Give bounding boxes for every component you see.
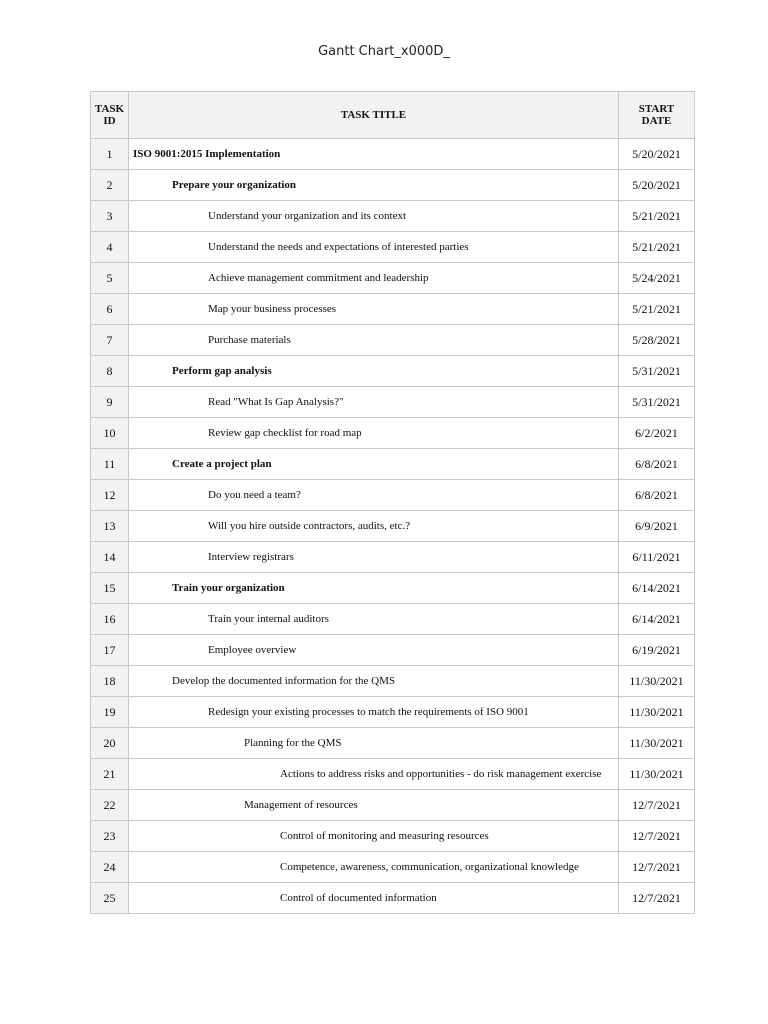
task-title-cell: Understand your organization and its context — [129, 201, 619, 232]
start-date-cell: 5/28/2021 — [619, 325, 695, 356]
task-id-cell: 18 — [91, 666, 129, 697]
table-row — [91, 604, 695, 635]
task-title-cell: Interview registrars — [129, 542, 619, 573]
start-date-cell: 5/24/2021 — [619, 263, 695, 294]
task-id-cell: 1 — [91, 139, 129, 170]
task-id-cell: 17 — [91, 635, 129, 666]
start-date-cell: 5/21/2021 — [619, 201, 695, 232]
table-row — [91, 666, 695, 697]
start-date-cell: 6/9/2021 — [619, 511, 695, 542]
task-id-cell: 21 — [91, 759, 129, 790]
task-id-cell: 14 — [91, 542, 129, 573]
table-row — [91, 201, 695, 232]
task-title-cell: Do you need a team? — [129, 480, 619, 511]
task-id-cell: 4 — [91, 232, 129, 263]
table-row — [91, 728, 695, 759]
table-row — [91, 480, 695, 511]
start-date-cell: 5/31/2021 — [619, 387, 695, 418]
task-title-cell: Train your organization — [129, 573, 619, 604]
table-row — [91, 790, 695, 821]
task-id-cell: 11 — [91, 449, 129, 480]
task-id-cell: 6 — [91, 294, 129, 325]
table-row — [91, 387, 695, 418]
task-id-cell: 9 — [91, 387, 129, 418]
start-date-cell: 6/2/2021 — [619, 418, 695, 449]
start-date-cell: 11/30/2021 — [619, 666, 695, 697]
table-row — [91, 263, 695, 294]
task-title-cell: Purchase materials — [129, 325, 619, 356]
task-title-cell: Perform gap analysis — [129, 356, 619, 387]
task-title-cell: Map your business processes — [129, 294, 619, 325]
task-title-cell: Create a project plan — [129, 449, 619, 480]
task-title-cell: Redesign your existing processes to match the requirements of ISO 9001 — [129, 697, 619, 728]
table-row — [91, 356, 695, 387]
task-id-cell: 25 — [91, 883, 129, 914]
table-row — [91, 573, 695, 604]
task-id-cell: 23 — [91, 821, 129, 852]
start-date-cell: 6/14/2021 — [619, 604, 695, 635]
start-date-cell: 11/30/2021 — [619, 759, 695, 790]
start-date-cell: 12/7/2021 — [619, 790, 695, 821]
start-date-cell: 6/8/2021 — [619, 480, 695, 511]
table-row — [91, 883, 695, 914]
task-title-cell: Train your internal auditors — [129, 604, 619, 635]
task-id-cell: 13 — [91, 511, 129, 542]
table-row — [91, 759, 695, 790]
header-task-title: TASK TITLE — [129, 92, 619, 139]
start-date-cell: 12/7/2021 — [619, 852, 695, 883]
task-title-cell: Employee overview — [129, 635, 619, 666]
table-header-row — [91, 92, 695, 139]
task-title-cell: Will you hire outside contractors, audits, etc.? — [129, 511, 619, 542]
task-id-cell: 7 — [91, 325, 129, 356]
header-start-date: START DATE — [619, 92, 695, 139]
task-id-cell: 3 — [91, 201, 129, 232]
task-rows — [91, 139, 695, 914]
start-date-cell: 5/21/2021 — [619, 294, 695, 325]
table-row — [91, 325, 695, 356]
start-date-cell: 5/20/2021 — [619, 139, 695, 170]
table-row — [91, 635, 695, 666]
task-id-cell: 22 — [91, 790, 129, 821]
table-row — [91, 294, 695, 325]
task-title-cell: Actions to address risks and opportunities - do risk management exercise — [129, 759, 619, 790]
task-title-cell: Planning for the QMS — [129, 728, 619, 759]
table-row — [91, 542, 695, 573]
task-title-cell: Competence, awareness, communication, organizational knowledge — [129, 852, 619, 883]
task-id-cell: 8 — [91, 356, 129, 387]
table-row — [91, 697, 695, 728]
task-id-cell: 24 — [91, 852, 129, 883]
start-date-cell: 5/21/2021 — [619, 232, 695, 263]
start-date-cell: 5/31/2021 — [619, 356, 695, 387]
task-title-cell: Management of resources — [129, 790, 619, 821]
start-date-cell: 11/30/2021 — [619, 728, 695, 759]
header-task-id: TASK ID — [91, 92, 129, 139]
start-date-cell: 12/7/2021 — [619, 821, 695, 852]
table-row — [91, 232, 695, 263]
task-id-cell: 20 — [91, 728, 129, 759]
start-date-cell: 6/11/2021 — [619, 542, 695, 573]
task-id-cell: 5 — [91, 263, 129, 294]
start-date-cell: 6/8/2021 — [619, 449, 695, 480]
start-date-cell: 6/19/2021 — [619, 635, 695, 666]
task-title-cell: ISO 9001:2015 Implementation — [129, 139, 619, 170]
task-title-cell: Control of documented information — [129, 883, 619, 914]
task-id-cell: 12 — [91, 480, 129, 511]
table-row — [91, 852, 695, 883]
task-id-cell: 10 — [91, 418, 129, 449]
task-title-cell: Achieve management commitment and leadership — [129, 263, 619, 294]
task-title-cell: Review gap checklist for road map — [129, 418, 619, 449]
start-date-cell: 12/7/2021 — [619, 883, 695, 914]
task-id-cell: 2 — [91, 170, 129, 201]
task-title-cell: Understand the needs and expectations of interested parties — [129, 232, 619, 263]
task-id-cell: 19 — [91, 697, 129, 728]
document-title: Gantt Chart_x000D_ — [318, 44, 450, 59]
start-date-cell: 11/30/2021 — [619, 697, 695, 728]
task-id-cell: 16 — [91, 604, 129, 635]
task-title-cell: Control of monitoring and measuring resources — [129, 821, 619, 852]
table-row — [91, 821, 695, 852]
task-title-cell: Read "What Is Gap Analysis?" — [129, 387, 619, 418]
table-row — [91, 511, 695, 542]
task-id-cell: 15 — [91, 573, 129, 604]
table-row — [91, 139, 695, 170]
task-title-cell: Develop the documented information for the QMS — [129, 666, 619, 697]
task-table — [90, 91, 695, 914]
table-row — [91, 418, 695, 449]
start-date-cell: 5/20/2021 — [619, 170, 695, 201]
table-row — [91, 170, 695, 201]
table-row — [91, 449, 695, 480]
start-date-cell: 6/14/2021 — [619, 573, 695, 604]
task-title-cell: Prepare your organization — [129, 170, 619, 201]
